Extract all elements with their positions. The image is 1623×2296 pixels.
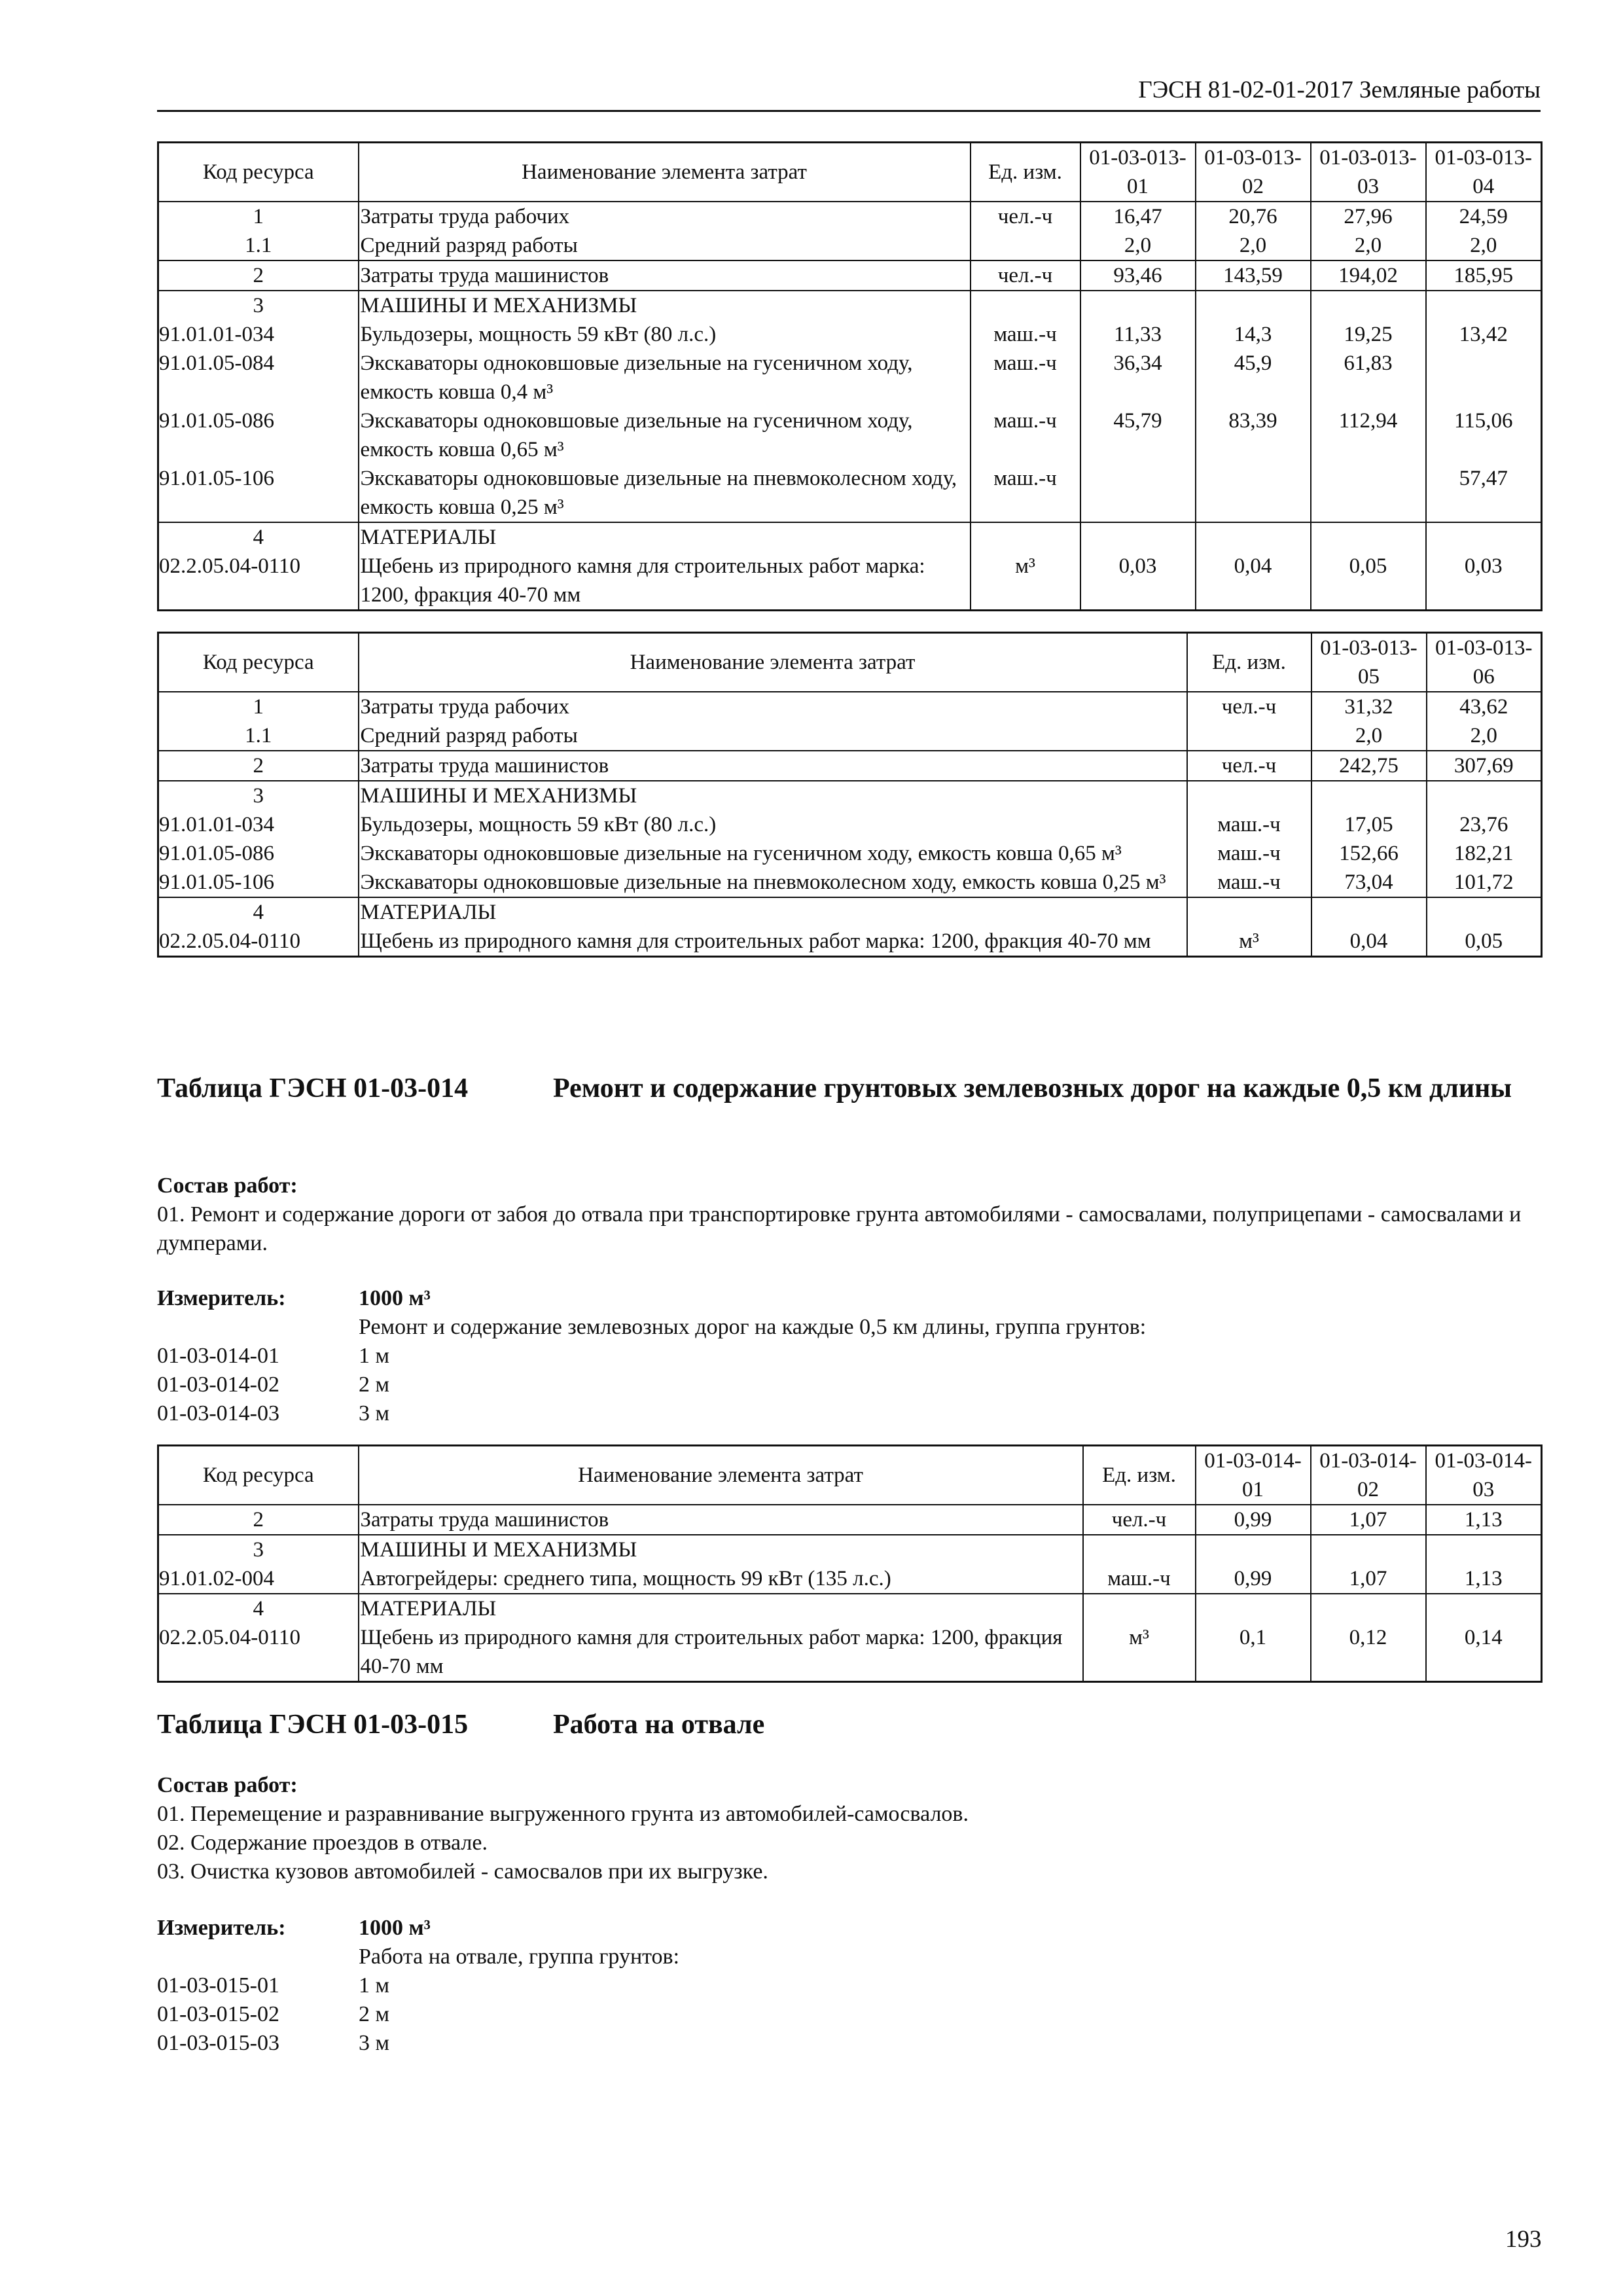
section-015-item-val: 1 м	[359, 1973, 390, 1998]
column-header: Ед. изм.	[1187, 633, 1311, 692]
table-row	[158, 291, 1542, 320]
cost-element-name: МАШИНЫ И МЕХАНИЗМЫ	[359, 291, 971, 320]
norm-value: 57,47	[1426, 464, 1542, 522]
section-015-item-code: 01-03-015-02	[157, 2002, 279, 2026]
row-group	[158, 692, 1542, 751]
section-015-meter-desc: Работа на отвале, группа грунтов:	[359, 1945, 680, 1969]
section-014-meter-desc: Ремонт и содержание землевозных дорог на каждые 0,5 км длины, группа грунтов:	[359, 1315, 1147, 1339]
unit: маш.-ч	[971, 406, 1080, 464]
cost-element-name: Экскаваторы одноковшовые дизельные на пневмоколесном ходу, емкость ковша 0,25 м³	[359, 868, 1187, 897]
cost-element-name: Затраты труда рабочих	[359, 692, 1187, 721]
norm-value	[1427, 781, 1542, 810]
column-header: 01-03-014-02	[1311, 1446, 1426, 1505]
resource-code: 91.01.05-106	[158, 464, 359, 522]
norm-value: 1,07	[1311, 1564, 1426, 1594]
norm-value: 1,13	[1426, 1564, 1542, 1594]
norm-value: 112,94	[1311, 406, 1426, 464]
section-015-meter-label: Измеритель:	[157, 1916, 286, 1940]
norm-value: 0,04	[1196, 552, 1311, 611]
norm-value	[1426, 1535, 1542, 1564]
section-014-item-code: 01-03-014-02	[157, 1372, 279, 1397]
section-015-item-val: 2 м	[359, 2002, 390, 2026]
section-014-meter-label: Измеритель:	[157, 1286, 286, 1310]
resource-code: 3	[158, 781, 359, 810]
unit	[971, 291, 1080, 320]
resource-code: 02.2.05.04-0110	[158, 927, 359, 957]
norm-value: 1,07	[1311, 1505, 1426, 1535]
norm-value: 13,42	[1426, 320, 1542, 349]
cost-element-name: МАТЕРИАЛЫ	[359, 1594, 1083, 1623]
resource-code: 91.01.01-034	[158, 320, 359, 349]
page-number: 193	[1505, 2226, 1542, 2253]
table-row	[158, 231, 1542, 260]
norm-value	[1196, 522, 1311, 552]
table-row	[158, 464, 1542, 522]
unit: чел.-ч	[1187, 751, 1311, 781]
norm-value: 23,76	[1427, 810, 1542, 839]
section-014-meter-value: 1000 м³	[359, 1286, 431, 1310]
unit: м³	[1083, 1623, 1196, 1682]
column-header: 01-03-013-05	[1311, 633, 1427, 692]
norm-value	[1080, 291, 1196, 320]
norm-value: 2,0	[1196, 231, 1311, 260]
section-014-item-val: 3 м	[359, 1401, 390, 1426]
norm-value: 45,79	[1080, 406, 1196, 464]
cost-element-name: Затраты труда машинистов	[359, 1505, 1083, 1535]
resource-code: 91.01.05-086	[158, 839, 359, 868]
row-group	[158, 1594, 1542, 1682]
resource-code: 91.01.02-004	[158, 1564, 359, 1594]
section-015-meter-value: 1000 м³	[359, 1916, 431, 1940]
norm-value: 31,32	[1311, 692, 1427, 721]
unit: маш.-ч	[971, 464, 1080, 522]
section-014-item-code: 01-03-014-01	[157, 1344, 279, 1368]
norm-value: 194,02	[1311, 260, 1426, 291]
norm-value: 0,05	[1427, 927, 1542, 957]
norm-value: 20,76	[1196, 202, 1311, 231]
row-group	[158, 1505, 1542, 1535]
unit	[1187, 721, 1311, 751]
table-row	[158, 1564, 1542, 1594]
cost-element-name: Затраты труда машинистов	[359, 260, 971, 291]
table-row	[158, 692, 1542, 721]
section-014-title: Ремонт и содержание грунтовых землевозных дорог на каждые 0,5 км длины	[553, 1073, 1512, 1103]
norm-value: 0,99	[1196, 1505, 1311, 1535]
resource-code: 2	[158, 1505, 359, 1535]
norm-value: 36,34	[1080, 349, 1196, 406]
column-header: Наименование элемента затрат	[359, 633, 1187, 692]
resource-table-013-05-06	[157, 632, 1543, 958]
norm-value	[1080, 464, 1196, 522]
column-header: 01-03-013-02	[1196, 143, 1311, 202]
resource-code: 1.1	[158, 231, 359, 260]
cost-element-name: МАТЕРИАЛЫ	[359, 897, 1187, 927]
norm-value	[1426, 349, 1542, 406]
row-group	[158, 522, 1542, 611]
table-row	[158, 202, 1542, 231]
norm-value	[1426, 291, 1542, 320]
table-row	[158, 897, 1542, 927]
cost-element-name: Щебень из природного камня для строительных работ марка: 1200, фракция 40-70 мм	[359, 552, 971, 611]
column-header: 01-03-013-06	[1427, 633, 1542, 692]
unit: маш.-ч	[1187, 839, 1311, 868]
column-header: Наименование элемента затрат	[359, 1446, 1083, 1505]
norm-value	[1311, 1594, 1426, 1623]
norm-value	[1311, 897, 1427, 927]
norm-value	[1311, 291, 1426, 320]
table-row	[158, 810, 1542, 839]
section-015-title: Работа на отвале	[553, 1710, 765, 1740]
table-row	[158, 1505, 1542, 1535]
row-group	[158, 202, 1542, 260]
resource-code: 91.01.05-106	[158, 868, 359, 897]
cost-element-name: МАШИНЫ И МЕХАНИЗМЫ	[359, 1535, 1083, 1564]
section-014-work-1: 01. Ремонт и содержание дороги от забоя до отвала при транспортировке грунта автомобилями - самосвалами, полуприцепами - самосвалами и думперами.	[157, 1202, 1522, 1255]
table-row	[158, 927, 1542, 957]
section-015-works-label: Состав работ:	[157, 1773, 298, 1797]
norm-value: 73,04	[1311, 868, 1427, 897]
table-row	[158, 406, 1542, 464]
norm-value: 0,14	[1426, 1623, 1542, 1682]
unit	[1083, 1535, 1196, 1564]
norm-value	[1311, 1535, 1426, 1564]
norm-value: 0,03	[1080, 552, 1196, 611]
resource-table-014	[157, 1444, 1543, 1683]
table-row	[158, 1535, 1542, 1564]
norm-value	[1196, 291, 1311, 320]
norm-value: 27,96	[1311, 202, 1426, 231]
resource-code: 91.01.05-086	[158, 406, 359, 464]
unit: чел.-ч	[1083, 1505, 1196, 1535]
resource-code: 4	[158, 1594, 359, 1623]
resource-code: 3	[158, 291, 359, 320]
table-header-row	[158, 633, 1542, 692]
section-014-label: Таблица ГЭСН 01-03-014	[157, 1073, 469, 1103]
section-015-work: 03. Очистка кузовов автомобилей - самосвалов при их выгрузке.	[157, 1859, 768, 1884]
unit: чел.-ч	[1187, 692, 1311, 721]
cost-element-name: Бульдозеры, мощность 59 кВт (80 л.с.)	[359, 320, 971, 349]
section-015-work: 01. Перемещение и разравнивание выгруженного грунта из автомобилей-самосвалов.	[157, 1802, 969, 1826]
norm-value	[1311, 781, 1427, 810]
resource-code: 2	[158, 751, 359, 781]
header-title: ГЭСН 81-02-01-2017 Земляные работы	[1138, 77, 1541, 103]
cost-element-name: Экскаваторы одноковшовые дизельные на пневмоколесном ходу, емкость ковша 0,25 м³	[359, 464, 971, 522]
table-row	[158, 552, 1542, 611]
unit	[1187, 781, 1311, 810]
norm-value: 101,72	[1427, 868, 1542, 897]
table-row	[158, 320, 1542, 349]
row-group	[158, 1535, 1542, 1594]
cost-element-name: Экскаваторы одноковшовые дизельные на гусеничном ходу, емкость ковша 0,65 м³	[359, 839, 1187, 868]
table-row	[158, 522, 1542, 552]
section-014-works-label: Состав работ:	[157, 1174, 298, 1198]
column-header: Код ресурса	[158, 143, 359, 202]
section-015-label: Таблица ГЭСН 01-03-015	[157, 1710, 469, 1740]
resource-code: 1	[158, 202, 359, 231]
unit	[1083, 1594, 1196, 1623]
norm-value: 152,66	[1311, 839, 1427, 868]
running-header	[157, 73, 1541, 112]
column-header: 01-03-013-03	[1311, 143, 1426, 202]
resource-code: 1	[158, 692, 359, 721]
row-group	[158, 260, 1542, 291]
cost-element-name: Щебень из природного камня для строительных работ марка: 1200, фракция 40-70 мм	[359, 927, 1187, 957]
cost-element-name: Экскаваторы одноковшовые дизельные на гусеничном ходу, емкость ковша 0,65 м³	[359, 406, 971, 464]
norm-value: 0,1	[1196, 1623, 1311, 1682]
section-015-item-code: 01-03-015-03	[157, 2031, 279, 2055]
norm-value: 16,47	[1080, 202, 1196, 231]
table-row	[158, 1623, 1542, 1682]
column-header: 01-03-013-01	[1080, 143, 1196, 202]
norm-value: 1,13	[1426, 1505, 1542, 1535]
column-header: Код ресурса	[158, 1446, 359, 1505]
norm-value: 115,06	[1426, 406, 1542, 464]
norm-value	[1426, 1594, 1542, 1623]
table-row	[158, 751, 1542, 781]
table-row	[158, 349, 1542, 406]
norm-value: 185,95	[1426, 260, 1542, 291]
norm-value	[1311, 522, 1426, 552]
norm-value: 19,25	[1311, 320, 1426, 349]
column-header: Код ресурса	[158, 633, 359, 692]
norm-value: 0,99	[1196, 1564, 1311, 1594]
cost-element-name: Затраты труда машинистов	[359, 751, 1187, 781]
norm-value: 0,04	[1311, 927, 1427, 957]
resource-code: 02.2.05.04-0110	[158, 1623, 359, 1682]
section-014-item-val: 1 м	[359, 1344, 390, 1368]
column-header: 01-03-014-01	[1196, 1446, 1311, 1505]
column-header: Ед. изм.	[1083, 1446, 1196, 1505]
norm-value: 93,46	[1080, 260, 1196, 291]
norm-value: 2,0	[1426, 231, 1542, 260]
section-015-work: 02. Содержание проездов в отвале.	[157, 1831, 488, 1855]
row-group	[158, 781, 1542, 897]
norm-value: 14,3	[1196, 320, 1311, 349]
cost-element-name: МАТЕРИАЛЫ	[359, 522, 971, 552]
resource-table-013-01-04	[157, 141, 1543, 611]
row-group	[158, 751, 1542, 781]
norm-value: 182,21	[1427, 839, 1542, 868]
cost-element-name: Щебень из природного камня для строительных работ марка: 1200, фракция 40-70 мм	[359, 1623, 1083, 1682]
unit: маш.-ч	[1187, 868, 1311, 897]
table-row	[158, 868, 1542, 897]
norm-value	[1427, 897, 1542, 927]
row-group	[158, 897, 1542, 957]
unit: чел.-ч	[971, 260, 1080, 291]
cost-element-name: Затраты труда рабочих	[359, 202, 971, 231]
cost-element-name: Автогрейдеры: среднего типа, мощность 99 кВт (135 л.с.)	[359, 1564, 1083, 1594]
resource-code: 02.2.05.04-0110	[158, 552, 359, 611]
resource-code: 91.01.01-034	[158, 810, 359, 839]
cost-element-name: МАШИНЫ И МЕХАНИЗМЫ	[359, 781, 1187, 810]
column-header: Ед. изм.	[971, 143, 1080, 202]
norm-value: 2,0	[1311, 721, 1427, 751]
table-row	[158, 781, 1542, 810]
norm-value	[1196, 1594, 1311, 1623]
resource-code: 3	[158, 1535, 359, 1564]
resource-code: 2	[158, 260, 359, 291]
norm-value: 43,62	[1427, 692, 1542, 721]
table-row	[158, 839, 1542, 868]
unit: маш.-ч	[971, 320, 1080, 349]
cost-element-name: Средний разряд работы	[359, 721, 1187, 751]
unit: чел.-ч	[971, 202, 1080, 231]
norm-value: 61,83	[1311, 349, 1426, 406]
unit	[971, 522, 1080, 552]
norm-value: 242,75	[1311, 751, 1427, 781]
unit	[1187, 897, 1311, 927]
norm-value: 17,05	[1311, 810, 1427, 839]
norm-value: 11,33	[1080, 320, 1196, 349]
unit: м³	[971, 552, 1080, 611]
resource-code: 91.01.05-084	[158, 349, 359, 406]
norm-value: 307,69	[1427, 751, 1542, 781]
section-014-item-val: 2 м	[359, 1372, 390, 1397]
section-015-item-val: 3 м	[359, 2031, 390, 2055]
norm-value: 0,03	[1426, 552, 1542, 611]
norm-value: 2,0	[1311, 231, 1426, 260]
table-row	[158, 721, 1542, 751]
norm-value	[1311, 464, 1426, 522]
unit: м³	[1187, 927, 1311, 957]
norm-value: 2,0	[1080, 231, 1196, 260]
norm-value: 0,12	[1311, 1623, 1426, 1682]
norm-value	[1080, 522, 1196, 552]
row-group	[158, 291, 1542, 522]
section-014-item-code: 01-03-014-03	[157, 1401, 279, 1426]
table-row	[158, 260, 1542, 291]
unit	[971, 231, 1080, 260]
resource-code: 4	[158, 522, 359, 552]
unit: маш.-ч	[1083, 1564, 1196, 1594]
norm-value	[1196, 464, 1311, 522]
cost-element-name: Средний разряд работы	[359, 231, 971, 260]
norm-value: 83,39	[1196, 406, 1311, 464]
cost-element-name: Бульдозеры, мощность 59 кВт (80 л.с.)	[359, 810, 1187, 839]
resource-code: 1.1	[158, 721, 359, 751]
norm-value: 2,0	[1427, 721, 1542, 751]
norm-value: 143,59	[1196, 260, 1311, 291]
norm-value	[1426, 522, 1542, 552]
norm-value: 24,59	[1426, 202, 1542, 231]
unit: маш.-ч	[971, 349, 1080, 406]
norm-value: 0,05	[1311, 552, 1426, 611]
norm-value: 45,9	[1196, 349, 1311, 406]
column-header: 01-03-013-04	[1426, 143, 1542, 202]
table-header-row	[158, 1446, 1542, 1505]
norm-value	[1196, 1535, 1311, 1564]
table-row	[158, 1594, 1542, 1623]
table-header-row	[158, 143, 1542, 202]
resource-code: 4	[158, 897, 359, 927]
cost-element-name: Экскаваторы одноковшовые дизельные на гусеничном ходу, емкость ковша 0,4 м³	[359, 349, 971, 406]
unit: маш.-ч	[1187, 810, 1311, 839]
column-header: 01-03-014-03	[1426, 1446, 1542, 1505]
section-015-item-code: 01-03-015-01	[157, 1973, 279, 1998]
column-header: Наименование элемента затрат	[359, 143, 971, 202]
